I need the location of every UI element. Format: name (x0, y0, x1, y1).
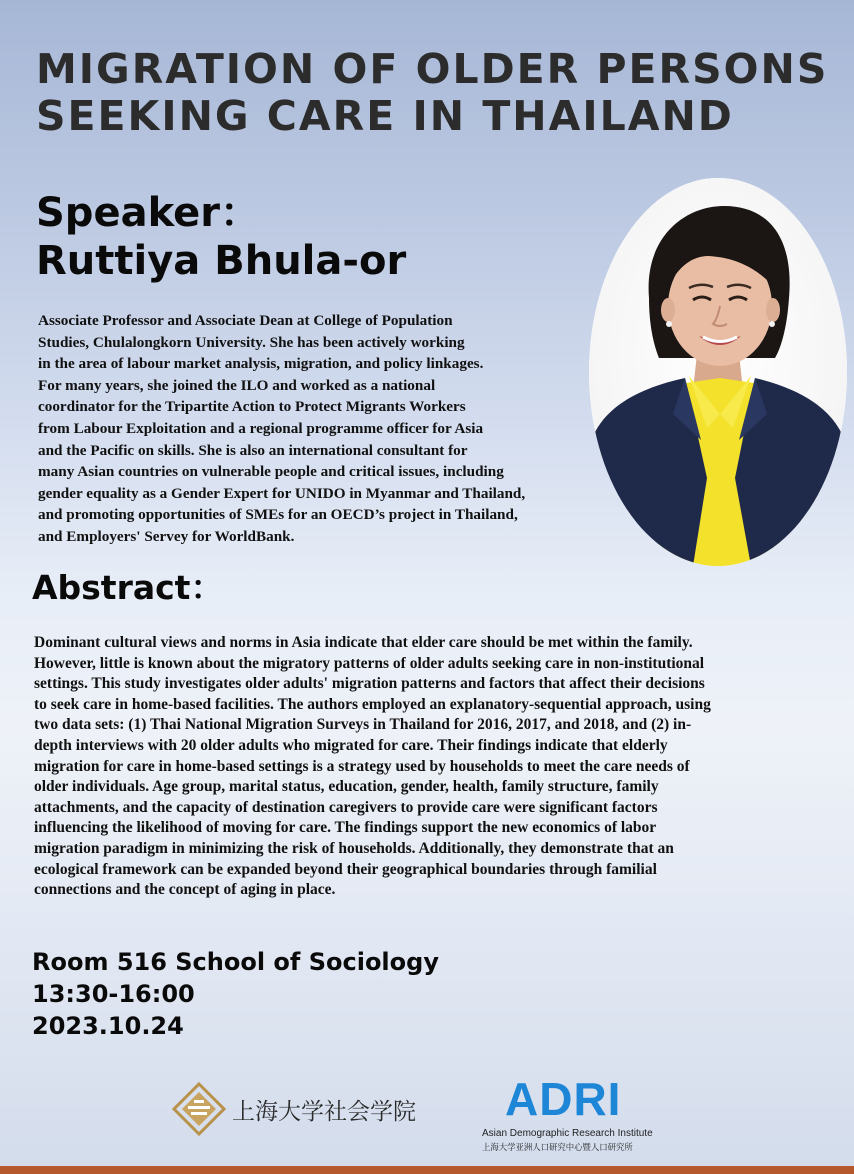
bio-line: and promoting opportunities of SMEs for an OECD’s project in Thailand, (38, 506, 518, 524)
abstract-label: Abstract： (32, 568, 224, 607)
bio-line: and Employers' Servey for WorldBank. (38, 527, 295, 545)
abstract-line: older individuals. Age group, marital status, education, gender, health, family structure, family (34, 778, 659, 796)
bio-line: many Asian countries on vulnerable people and critical issues, including (38, 463, 504, 481)
bio-line: Studies, Chulalongkorn University. She has been actively working (38, 333, 465, 351)
shu-logo-icon (172, 1082, 226, 1140)
bio-line: from Labour Exploitation and a regional programme officer for Asia (38, 419, 484, 437)
abstract-line: Dominant cultural views and norms in Asia indicate that elder care should be met within the family. (34, 634, 693, 651)
event-date: 2023.10.24 (32, 1012, 184, 1040)
speaker-portrait-illustration (589, 178, 847, 566)
title-line-1: MIGRATION OF OLDER PERSONS (36, 45, 829, 93)
poster-title (36, 46, 836, 140)
speaker-label: Speaker： (36, 190, 260, 236)
event-time: 13:30-16:00 (32, 980, 195, 1008)
bio-line: in the area of labour market analysis, migration, and policy linkages. (38, 355, 484, 373)
abstract-line: two data sets: (1) Thai National Migration Surveys in Thailand for 2016, 2017, and 2018, and (2) in- (34, 716, 692, 734)
adri-logo-mark: ADRI (505, 1073, 622, 1125)
bio-line: gender equality as a Gender Expert for UNIDO in Myanmar and Thailand, (38, 484, 526, 502)
abstract-line: influencing the likelihood of moving for care. The findings support the new economics of labor (34, 819, 657, 837)
title-line-2: SEEKING CARE IN THAILAND (36, 92, 734, 140)
shu-logo-text: 上海大学社会学院 (232, 1099, 416, 1125)
bio-line: coordinator for the Tripartite Action to Protect Migrants Workers (38, 398, 466, 416)
event-room: Room 516 School of Sociology (32, 948, 439, 976)
speaker-bio (38, 310, 578, 548)
bio-line: and the Pacific on skills. She is also an international consultant for (38, 441, 468, 459)
abstract-line: attachments, and the capacity of destination caregivers to provide care were significant factors (34, 798, 658, 816)
adri-name-zh: 上海大学亚洲人口研究中心暨人口研究所 (482, 1142, 633, 1152)
abstract-line: ecological framework can be expanded beyond their geographical boundaries through familial (34, 860, 657, 878)
abstract-line: migration paradigm in minimizing the risk of households. Additionally, they demonstrate that an (34, 839, 674, 857)
abstract-line: However, little is known about the migratory patterns of older adults seeking care in non-institutional (34, 654, 705, 672)
abstract-body (34, 633, 824, 901)
adri-name-en: Asian Demographic Research Institute (482, 1128, 653, 1139)
event-info (32, 946, 439, 1042)
abstract-line: to seek care in home-based facilities. The authors employed an explanatory-sequential approach, using (34, 695, 711, 713)
abstract-line: settings. This study investigates older adults' migration patterns and factors that affect their decisions (34, 675, 705, 693)
abstract-line: depth interviews with 20 older adults who migrated for care. Their findings indicate that elderly (34, 736, 668, 754)
abstract-line: migration for care in home-based settings is a strategy used by households to meet the care needs of (34, 757, 690, 775)
bio-line: For many years, she joined the ILO and worked as a national (38, 376, 436, 394)
abstract-line: connections and the concept of aging in place. (34, 881, 336, 899)
bio-line: Associate Professor and Associate Dean at College of Population (38, 312, 453, 329)
bottom-accent-bar (0, 1166, 854, 1174)
speaker-name: Ruttiya Bhula-or (36, 238, 407, 284)
speaker-photo (589, 178, 847, 566)
